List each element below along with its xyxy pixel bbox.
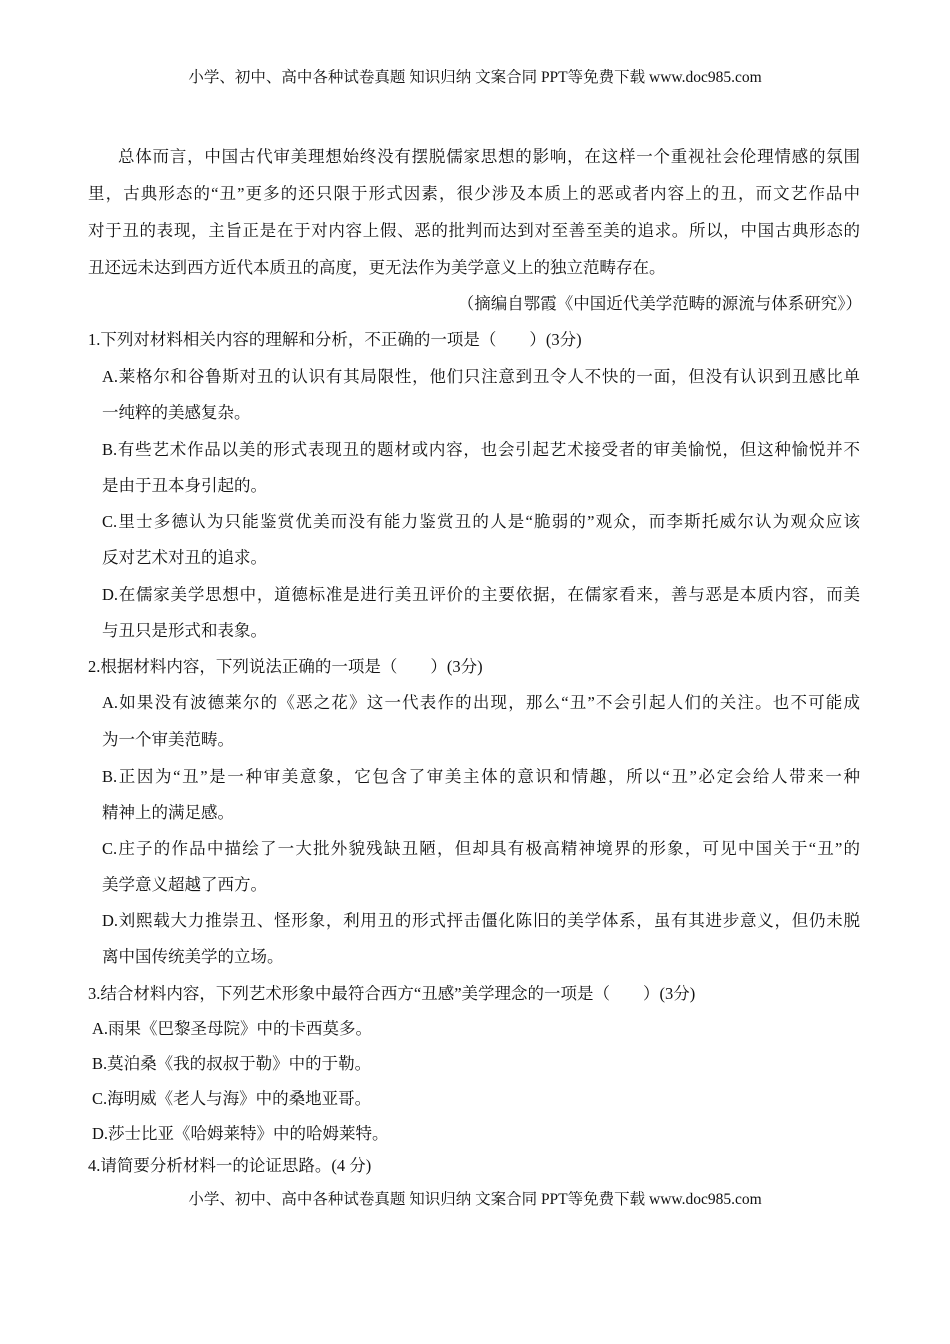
option-b: B.有些艺术作品以美的形式表现丑的题材或内容，也会引起艺术接受者的审美愉悦，但这种愉悦并不 — [102, 440, 860, 459]
option-a: A.莱格尔和谷鲁斯对丑的认识有其局限性，他们只注意到丑令人不快的一面，但没有认识到丑感比单 — [102, 367, 860, 386]
option-b: B.正因为“丑”是一种审美意象，它包含了审美主体的意识和情趣，所以“丑”必定会给人带来一种 — [102, 767, 860, 786]
option-d: D.在儒家美学思想中，道德标准是进行美丑评价的主要依据，在儒家看来，善与恶是本质内容，而美 — [102, 585, 860, 604]
option-a: A.如果没有波德莱尔的《恶之花》这一代表作的出现，那么“丑”不会引起人们的关注。也不可能成 — [102, 693, 860, 712]
question-stem: 3.结合材料内容，下列艺术形象中最符合西方“丑感”美学理念的一项是（ ）(3分) — [88, 984, 696, 1003]
option-d-cont: 与丑只是形式和表象。 — [102, 621, 267, 640]
source-citation: （摘编自鄂霞《中国近代美学范畴的源流与体系研究》） — [457, 294, 862, 313]
option-a-cont: 为一个审美范畴。 — [102, 730, 234, 749]
page-header: 小学、初中、高中各种试卷真题 知识归纳 文案合同 PPT等免费下载 www.doc985.com — [188, 69, 762, 86]
option-b: B.莫泊桑《我的叔叔于勒》中的于勒。 — [92, 1054, 372, 1073]
option-c: C.庄子的作品中描绘了一大批外貌残缺丑陋，但却具有极高精神境界的形象，可见中国关于“丑”的 — [102, 839, 860, 858]
passage-line: 对于丑的表现，主旨正是在于对内容上假、恶的批判而达到对至善至美的追求。所以，中国古典形态的 — [88, 221, 860, 240]
option-b-cont: 精神上的满足感。 — [102, 803, 234, 822]
question-stem: 2.根据材料内容，下列说法正确的一项是（ ）(3分) — [88, 657, 483, 676]
page-footer: 小学、初中、高中各种试卷真题 知识归纳 文案合同 PPT等免费下载 www.doc985.com — [188, 1191, 762, 1208]
option-b-cont: 是由于丑本身引起的。 — [102, 476, 267, 495]
passage-line: 丑还远未达到西方近代本质丑的高度，更无法作为美学意义上的独立范畴存在。 — [88, 258, 666, 277]
option-a-cont: 一纯粹的美感复杂。 — [102, 403, 251, 422]
passage-line: 总体而言，中国古代审美理想始终没有摆脱儒家思想的影响，在这样一个重视社会伦理情感的氛围 — [118, 147, 860, 166]
option-d: D.莎士比亚《哈姆莱特》中的哈姆莱特。 — [92, 1124, 389, 1143]
option-c-cont: 反对艺术对丑的追求。 — [102, 548, 267, 567]
question-4-stem: 4.请简要分析材料一的论证思路。(4 分) — [88, 1156, 372, 1175]
option-c-cont: 美学意义超越了西方。 — [102, 875, 267, 894]
option-c: C.里士多德认为只能鉴赏优美而没有能力鉴赏丑的人是“脆弱的”观众，而李斯托威尔认为观众应该 — [102, 512, 860, 531]
option-c: C.海明威《老人与海》中的桑地亚哥。 — [92, 1089, 372, 1108]
question-stem: 1.下列对材料相关内容的理解和分析，不正确的一项是（ ）(3分) — [88, 330, 582, 349]
option-d-cont: 离中国传统美学的立场。 — [102, 947, 284, 966]
passage-line: 里，古典形态的“丑”更多的还只限于形式因素，很少涉及本质上的恶或者内容上的丑，而文艺作品中 — [88, 184, 860, 203]
option-a: A.雨果《巴黎圣母院》中的卡西莫多。 — [92, 1019, 373, 1038]
option-d: D.刘熙载大力推崇丑、怪形象，利用丑的形式抨击僵化陈旧的美学体系，虽有其进步意义，但仍未脱 — [102, 911, 860, 930]
